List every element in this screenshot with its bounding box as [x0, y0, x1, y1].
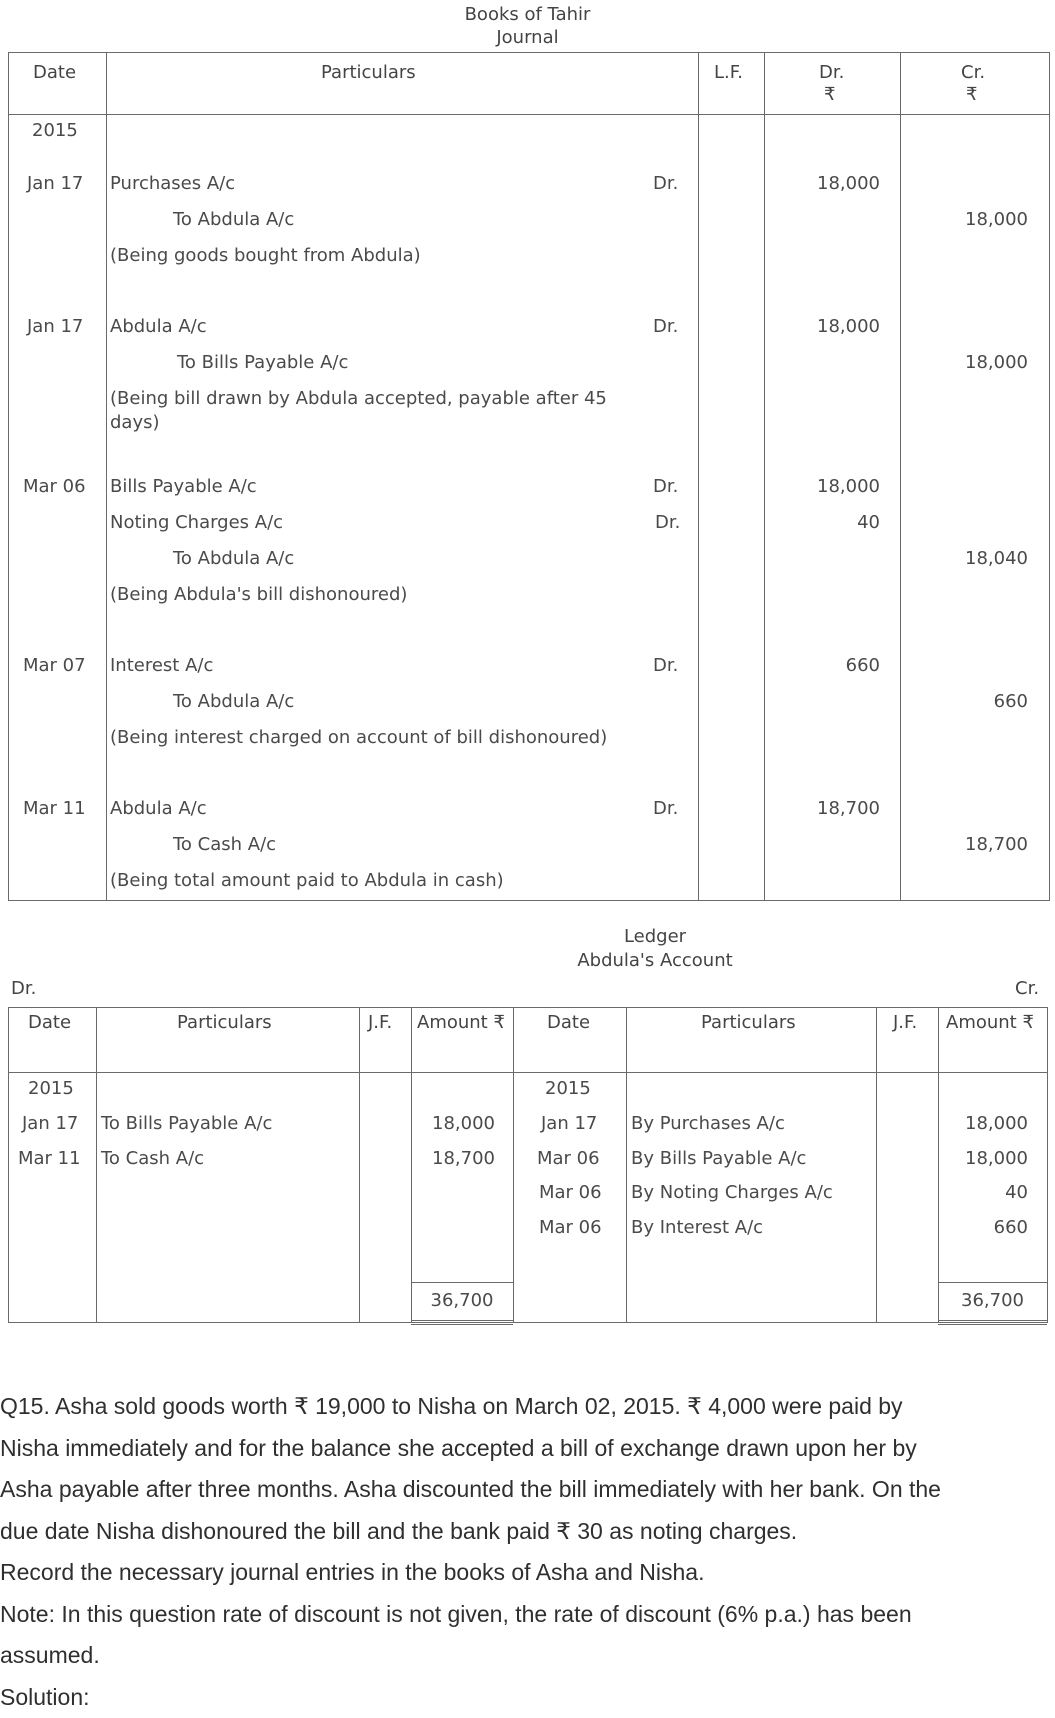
ledger-credit-amount: 18,000	[940, 1113, 1028, 1134]
ledger-header-particulars: Particulars	[701, 1012, 796, 1033]
question-line: Nisha immediately and for the balance she accepted a bill of exchange drawn upon her by	[0, 1428, 1055, 1470]
journal-dr-marker: Dr.	[653, 173, 678, 194]
journal-dr-amount: 18,000	[770, 173, 880, 194]
ledger-dr-label: Dr.	[11, 978, 36, 999]
journal-entry-line: Interest A/c	[110, 655, 213, 676]
ledger-total-dr: 36,700	[411, 1290, 513, 1311]
journal-title: Books of Tahir	[0, 4, 1055, 25]
ledger-credit-date: Mar 06	[539, 1182, 602, 1203]
journal-dr-amount: 18,000	[770, 476, 880, 497]
journal-entry-date: Mar 07	[23, 655, 86, 676]
ledger-debit-date: Mar 11	[18, 1148, 81, 1169]
journal-dr-marker: Dr.	[653, 316, 678, 337]
solution-label: Solution:	[0, 1677, 1055, 1718]
journal-narration: (Being total amount paid to Abdula in cash)	[110, 870, 504, 891]
journal-dr-marker: Dr.	[653, 798, 678, 819]
ledger-credit-date: Mar 06	[537, 1148, 600, 1169]
journal-dr-amount: 660	[770, 655, 880, 676]
journal-dr-amount: 18,700	[770, 798, 880, 819]
ledger-credit-amount: 660	[940, 1217, 1028, 1238]
journal-entry-line: To Abdula A/c	[173, 209, 294, 230]
journal-header-particulars: Particulars	[321, 62, 416, 83]
question-note-cont: assumed.	[0, 1635, 1055, 1677]
ledger-header-date: Date	[28, 1012, 71, 1033]
journal-entry-line: To Bills Payable A/c	[177, 352, 348, 373]
ledger-year: 2015	[545, 1078, 591, 1099]
ledger-debit-amount: 18,000	[415, 1113, 495, 1134]
ledger-debit-particulars: To Cash A/c	[101, 1148, 204, 1169]
ledger-debit-date: Jan 17	[22, 1113, 78, 1134]
journal-cr-amount: 18,040	[910, 548, 1028, 569]
journal-narration: (Being Abdula's bill dishonoured)	[110, 584, 407, 605]
question-line: due date Nisha dishonoured the bill and the bank paid ₹ 30 as noting charges.	[0, 1511, 1055, 1553]
ledger-credit-particulars: By Bills Payable A/c	[631, 1148, 806, 1169]
journal-header-dr-unit: ₹	[824, 84, 835, 105]
question-line: Asha payable after three months. Asha discounted the bill immediately with her bank. On the	[0, 1469, 1055, 1511]
ledger-header-particulars: Particulars	[177, 1012, 272, 1033]
ledger-credit-amount: 18,000	[940, 1148, 1028, 1169]
ledger-credit-particulars: By Interest A/c	[631, 1217, 763, 1238]
journal-narration: days)	[110, 412, 160, 433]
journal-header-lf: L.F.	[714, 62, 743, 83]
ledger-header-amount: Amount ₹	[946, 1012, 1034, 1033]
ledger-credit-date: Mar 06	[539, 1217, 602, 1238]
journal-year: 2015	[32, 120, 78, 141]
ledger-debit-amount: 18,700	[415, 1148, 495, 1169]
ledger-title: Ledger	[560, 926, 750, 947]
question-text	[0, 1386, 1055, 1718]
ledger-debit-particulars: To Bills Payable A/c	[101, 1113, 272, 1134]
journal-header-cr: Cr.	[961, 62, 985, 83]
journal-entry-date: Mar 11	[23, 798, 86, 819]
journal-entry-date: Jan 17	[27, 316, 83, 337]
ledger-header-jf: J.F.	[893, 1012, 917, 1033]
note-label: Note:	[0, 1601, 55, 1627]
journal-entry-line: Abdula A/c	[110, 316, 207, 337]
journal-entry-line: Abdula A/c	[110, 798, 207, 819]
journal-cr-amount: 18,000	[910, 352, 1028, 373]
journal-entry-line: To Cash A/c	[173, 834, 276, 855]
ledger-year: 2015	[28, 1078, 74, 1099]
journal-header-dr: Dr.	[819, 62, 844, 83]
journal-entry-date: Jan 17	[27, 173, 83, 194]
journal-entry-date: Mar 06	[23, 476, 86, 497]
journal-entry-line: Noting Charges A/c	[110, 512, 283, 533]
journal-narration: (Being goods bought from Abdula)	[110, 245, 421, 266]
journal-header-cr-unit: ₹	[966, 84, 977, 105]
journal-dr-amount: 18,000	[770, 316, 880, 337]
journal-dr-amount: 40	[770, 512, 880, 533]
journal-header-date: Date	[33, 62, 76, 83]
ledger-header-amount: Amount ₹	[417, 1012, 505, 1033]
ledger-credit-particulars: By Noting Charges A/c	[631, 1182, 833, 1203]
journal-subtitle: Journal	[0, 27, 1055, 48]
ledger-credit-particulars: By Purchases A/c	[631, 1113, 785, 1134]
journal-cr-amount: 18,700	[910, 834, 1028, 855]
journal-narration: (Being bill drawn by Abdula accepted, payable after 45	[110, 388, 607, 409]
journal-cr-amount: 660	[910, 691, 1028, 712]
ledger-header-jf: J.F.	[368, 1012, 392, 1033]
journal-entry-line: To Abdula A/c	[173, 691, 294, 712]
note-text: In this question rate of discount is not given, the rate of discount (6% p.a.) has been	[55, 1601, 912, 1627]
ledger-cr-label: Cr.	[1015, 978, 1039, 999]
ledger-total-cr: 36,700	[938, 1290, 1047, 1311]
ledger-subtitle: Abdula's Account	[520, 950, 790, 971]
journal-entry-line: To Abdula A/c	[173, 548, 294, 569]
journal-cr-amount: 18,000	[910, 209, 1028, 230]
journal-entry-line: Bills Payable A/c	[110, 476, 257, 497]
question-note	[0, 1594, 1055, 1636]
journal-dr-marker: Dr.	[653, 655, 678, 676]
journal-dr-marker: Dr.	[655, 512, 680, 533]
question-line: Record the necessary journal entries in the books of Asha and Nisha.	[0, 1552, 1055, 1594]
journal-narration: (Being interest charged on account of bill dishonoured)	[110, 727, 607, 748]
question-line: Q15. Asha sold goods worth ₹ 19,000 to Nisha on March 02, 2015. ₹ 4,000 were paid by	[0, 1386, 1055, 1428]
ledger-credit-amount: 40	[940, 1182, 1028, 1203]
journal-entry-line: Purchases A/c	[110, 173, 235, 194]
journal-dr-marker: Dr.	[653, 476, 678, 497]
ledger-credit-date: Jan 17	[541, 1113, 597, 1134]
ledger-header-date: Date	[547, 1012, 590, 1033]
